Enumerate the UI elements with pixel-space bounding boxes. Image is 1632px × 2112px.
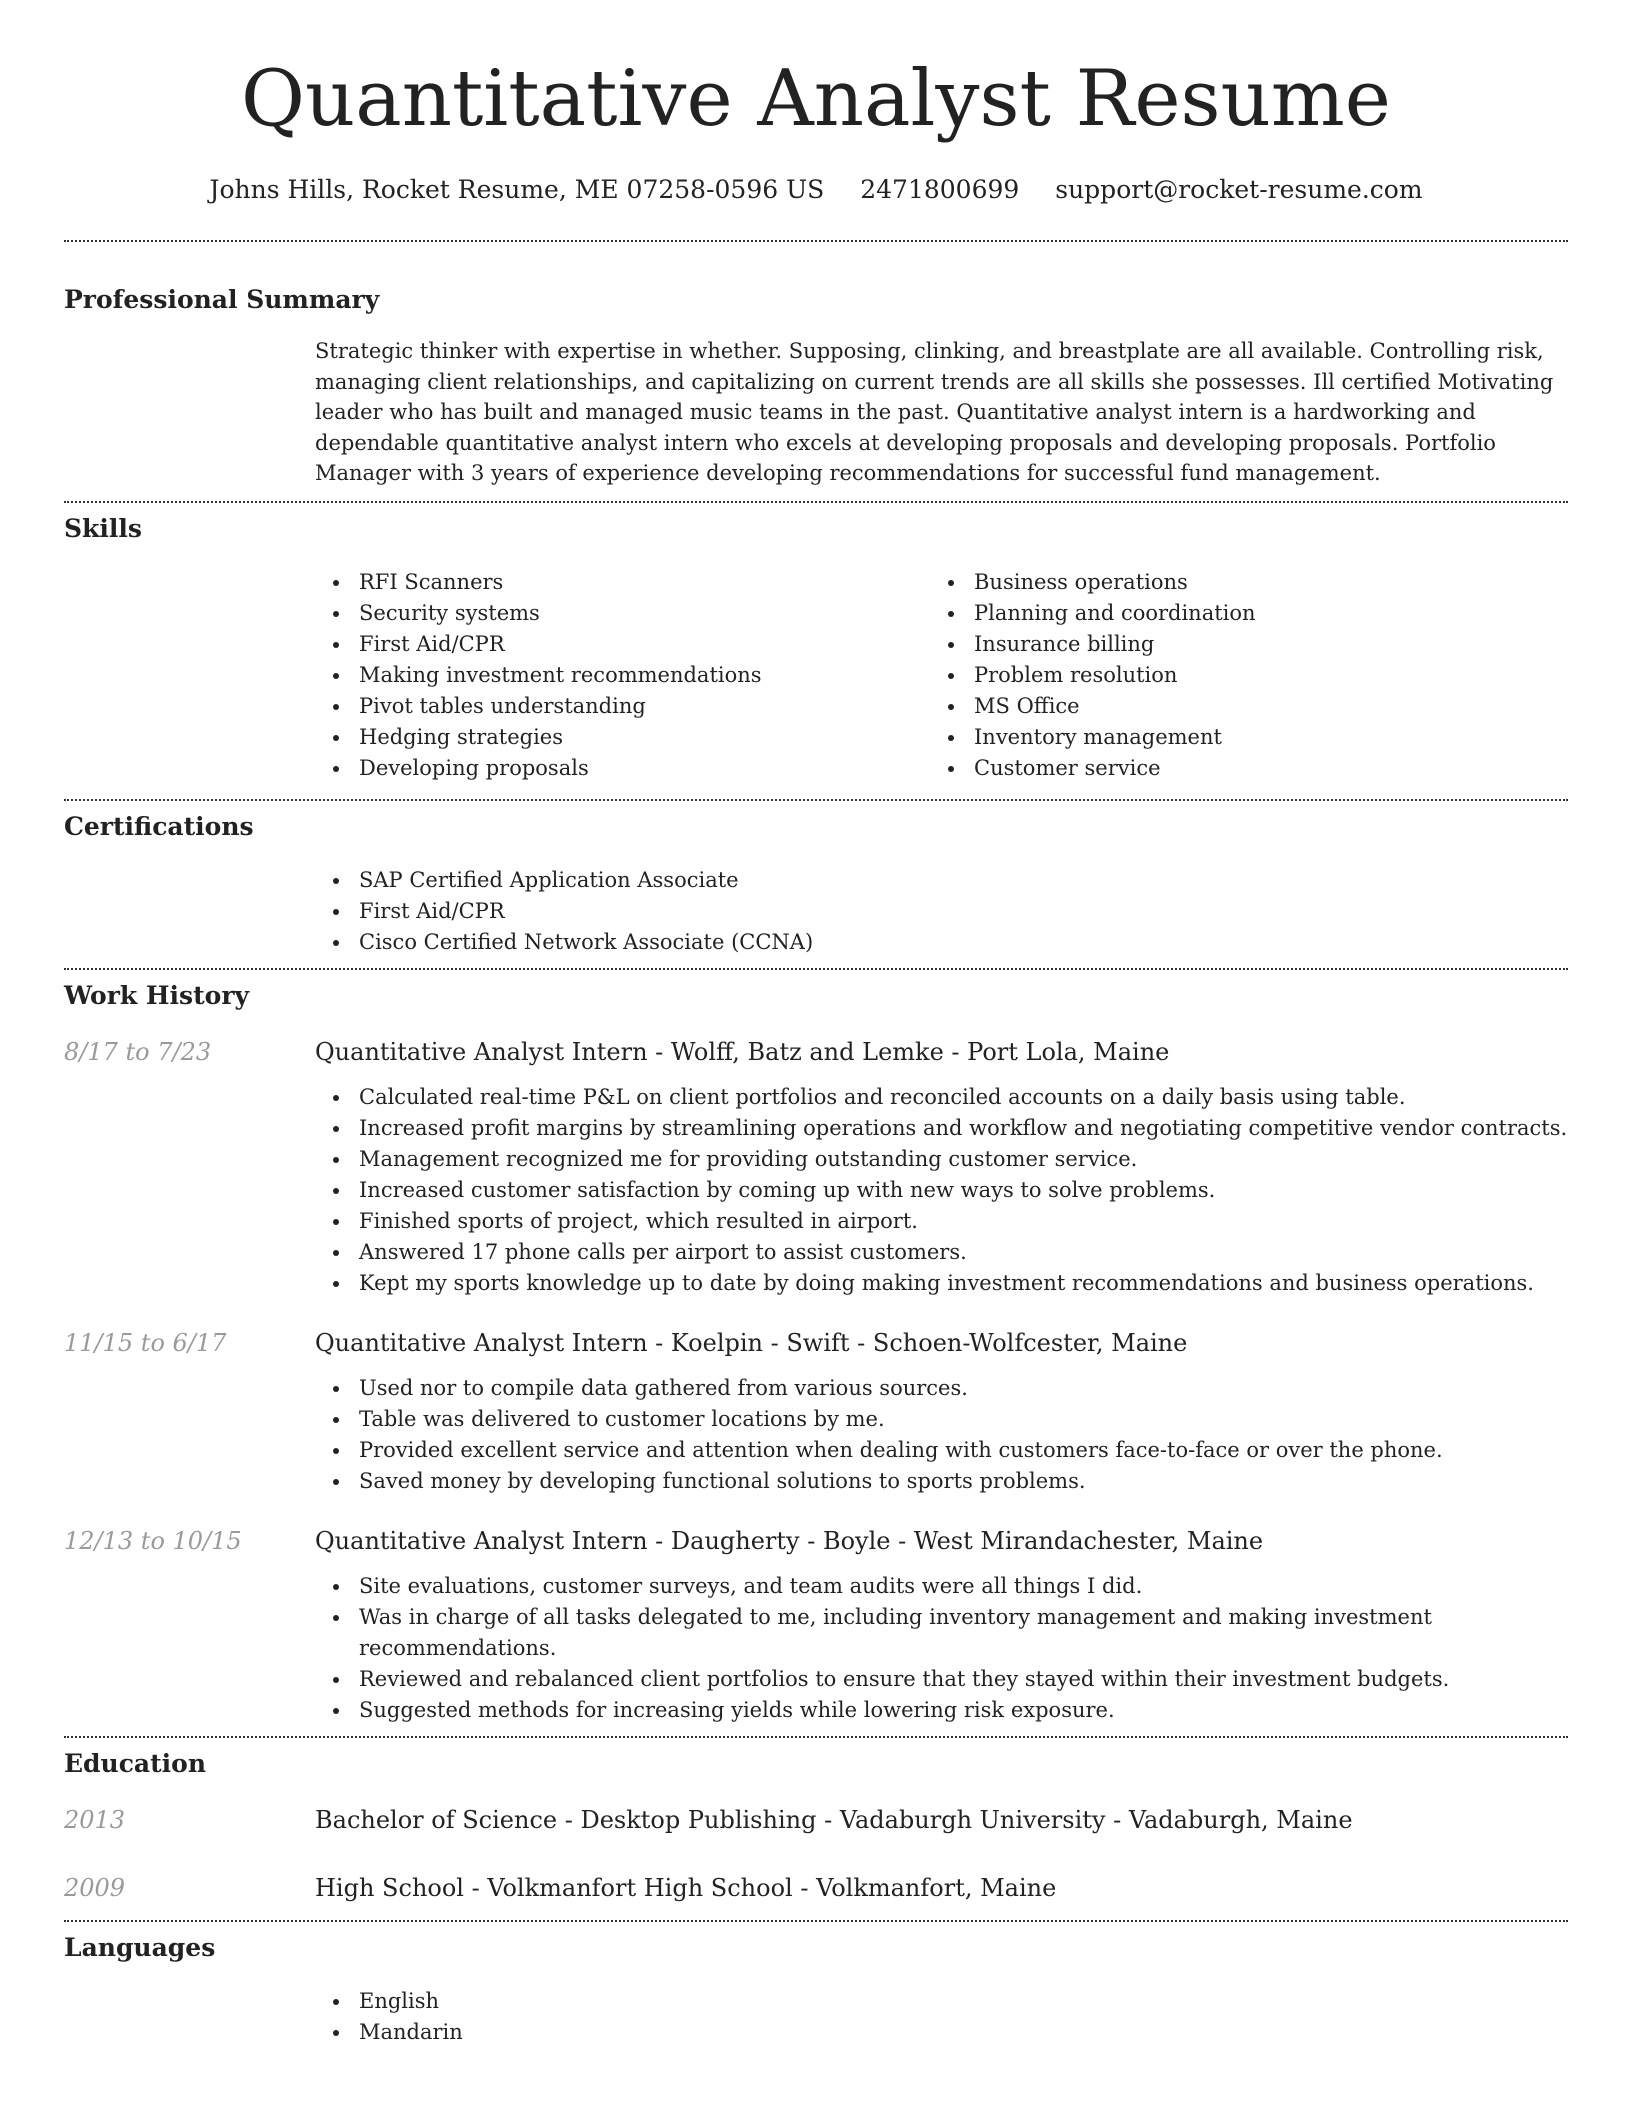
languages-items — [315, 1986, 1568, 2048]
job-header — [64, 1327, 1568, 1359]
section-title-summary: Professional Summary — [64, 285, 380, 314]
summary-text: Strategic thinker with expertise in whether. Supposing, clinking, and breastplate are all available. Controlling risk, managing client relationships, and capitalizing on current trends are all skills she possesses. Ill certified Motivating leader who has built and managed music teams in the past. Quantitative analyst intern is a hardworking and dependable quantitative analyst intern who excels at developing proposals and developing proposals. Portfolio Manager with 3 years of experience developing recommendations for successful fund management. — [315, 339, 1554, 485]
job-bullet: Was in charge of all tasks delegated to me, including inventory management and making investment recommendations. — [359, 1602, 1568, 1664]
education-title: Bachelor of Science - Desktop Publishing - Vadaburgh University - Vadaburgh, Maine — [315, 1805, 1353, 1834]
contact-email: support@rocket-resume.com — [1055, 175, 1423, 204]
skill-item: Hedging strategies — [359, 722, 930, 753]
job-header — [64, 1036, 1568, 1068]
job-title: Quantitative Analyst Intern - Daugherty - Boyle - West Mirandachester, Maine — [315, 1526, 1264, 1555]
job-entry — [64, 1327, 1568, 1497]
section-title-skills: Skills — [64, 513, 142, 543]
section-title-certifications: Certifications — [64, 811, 254, 841]
work-history-section — [64, 970, 1568, 1726]
contact-line — [64, 172, 1568, 208]
section-title-languages: Languages — [64, 1932, 216, 1962]
certification-item: SAP Certified Application Associate — [359, 865, 1568, 896]
skill-item: Inventory management — [974, 722, 1545, 753]
education-title: High School - Volkmanfort High School - Volkmanfort, Maine — [315, 1873, 1057, 1902]
section-title-work-history: Work History — [64, 980, 250, 1010]
skills-column-left — [315, 567, 930, 784]
contact-phone: 2471800699 — [860, 175, 1020, 204]
education-section — [64, 1738, 1568, 1904]
languages-list — [315, 1986, 1568, 2048]
skill-item: First Aid/CPR — [359, 629, 930, 660]
skill-item: Customer service — [974, 753, 1545, 784]
work-history-list — [64, 1036, 1568, 1726]
skills-list — [315, 567, 1568, 784]
job-dates: 12/13 to 10/15 — [64, 1526, 242, 1555]
languages-section — [64, 1922, 1568, 2048]
job-bullet: Saved money by developing functional solutions to sports problems. — [359, 1466, 1568, 1497]
job-header — [64, 1525, 1568, 1557]
skill-item: MS Office — [974, 691, 1545, 722]
job-title: Quantitative Analyst Intern - Wolff, Batz and Lemke - Port Lola, Maine — [315, 1037, 1170, 1066]
skill-item: Planning and coordination — [974, 598, 1545, 629]
certifications-section — [64, 801, 1568, 958]
section-title-education: Education — [64, 1748, 207, 1778]
job-bullet: Site evaluations, customer surveys, and team audits were all things I did. — [359, 1571, 1568, 1602]
skill-item: Pivot tables understanding — [359, 691, 930, 722]
job-bullet: Management recognized me for providing outstanding customer service. — [359, 1144, 1568, 1175]
job-entry — [64, 1525, 1568, 1726]
skill-item: Making investment recommendations — [359, 660, 930, 691]
skill-item: Security systems — [359, 598, 930, 629]
job-entry — [64, 1036, 1568, 1299]
education-list — [64, 1804, 1568, 1904]
certifications-list — [315, 865, 1568, 958]
education-entry — [64, 1804, 1568, 1836]
skills-section — [64, 503, 1568, 784]
job-bullets — [315, 1571, 1568, 1726]
language-item: Mandarin — [359, 2017, 1568, 2048]
job-bullet: Calculated real-time P&L on client portfolios and reconciled accounts on a daily basis using table. — [359, 1082, 1568, 1113]
job-bullet: Provided excellent service and attention when dealing with customers face-to-face or over the phone. — [359, 1435, 1568, 1466]
certification-item: Cisco Certified Network Associate (CCNA) — [359, 927, 1568, 958]
job-bullet: Increased customer satisfaction by coming up with new ways to solve problems. — [359, 1175, 1568, 1206]
job-dates: 11/15 to 6/17 — [64, 1328, 227, 1357]
education-entry — [64, 1872, 1568, 1904]
resume-title: Quantitative Analyst Resume — [241, 54, 1391, 144]
skill-item: RFI Scanners — [359, 567, 930, 598]
job-bullet: Suggested methods for increasing yields while lowering risk exposure. — [359, 1695, 1568, 1726]
skill-item: Insurance billing — [974, 629, 1545, 660]
job-bullet: Answered 17 phone calls per airport to assist customers. — [359, 1237, 1568, 1268]
job-bullet: Table was delivered to customer locations by me. — [359, 1404, 1568, 1435]
contact-address: Johns Hills, Rocket Resume, ME 07258-0596 US — [209, 175, 825, 204]
job-bullets — [315, 1373, 1568, 1497]
job-dates: 8/17 to 7/23 — [64, 1037, 212, 1066]
job-bullet: Kept my sports knowledge up to date by doing making investment recommendations and business operations. — [359, 1268, 1568, 1299]
education-year: 2009 — [64, 1873, 126, 1902]
summary-section — [64, 242, 1568, 489]
skill-item: Problem resolution — [974, 660, 1545, 691]
skills-column-right — [930, 567, 1545, 784]
job-bullet: Increased profit margins by streamlining operations and workflow and negotiating competitive vendor contracts. — [359, 1113, 1568, 1144]
skill-item: Developing proposals — [359, 753, 930, 784]
certifications-items — [315, 865, 1568, 958]
job-bullet: Finished sports of project, which resulted in airport. — [359, 1206, 1568, 1237]
job-title: Quantitative Analyst Intern - Koelpin - Swift - Schoen-Wolfcester, Maine — [315, 1328, 1188, 1357]
language-item: English — [359, 1986, 1568, 2017]
skill-item: Business operations — [974, 567, 1545, 598]
certification-item: First Aid/CPR — [359, 896, 1568, 927]
job-bullets — [315, 1082, 1568, 1299]
resume-page — [64, 0, 1568, 2048]
education-year: 2013 — [64, 1805, 126, 1834]
job-bullet: Used nor to compile data gathered from various sources. — [359, 1373, 1568, 1404]
job-bullet: Reviewed and rebalanced client portfolios to ensure that they stayed within their investment budgets. — [359, 1664, 1568, 1695]
